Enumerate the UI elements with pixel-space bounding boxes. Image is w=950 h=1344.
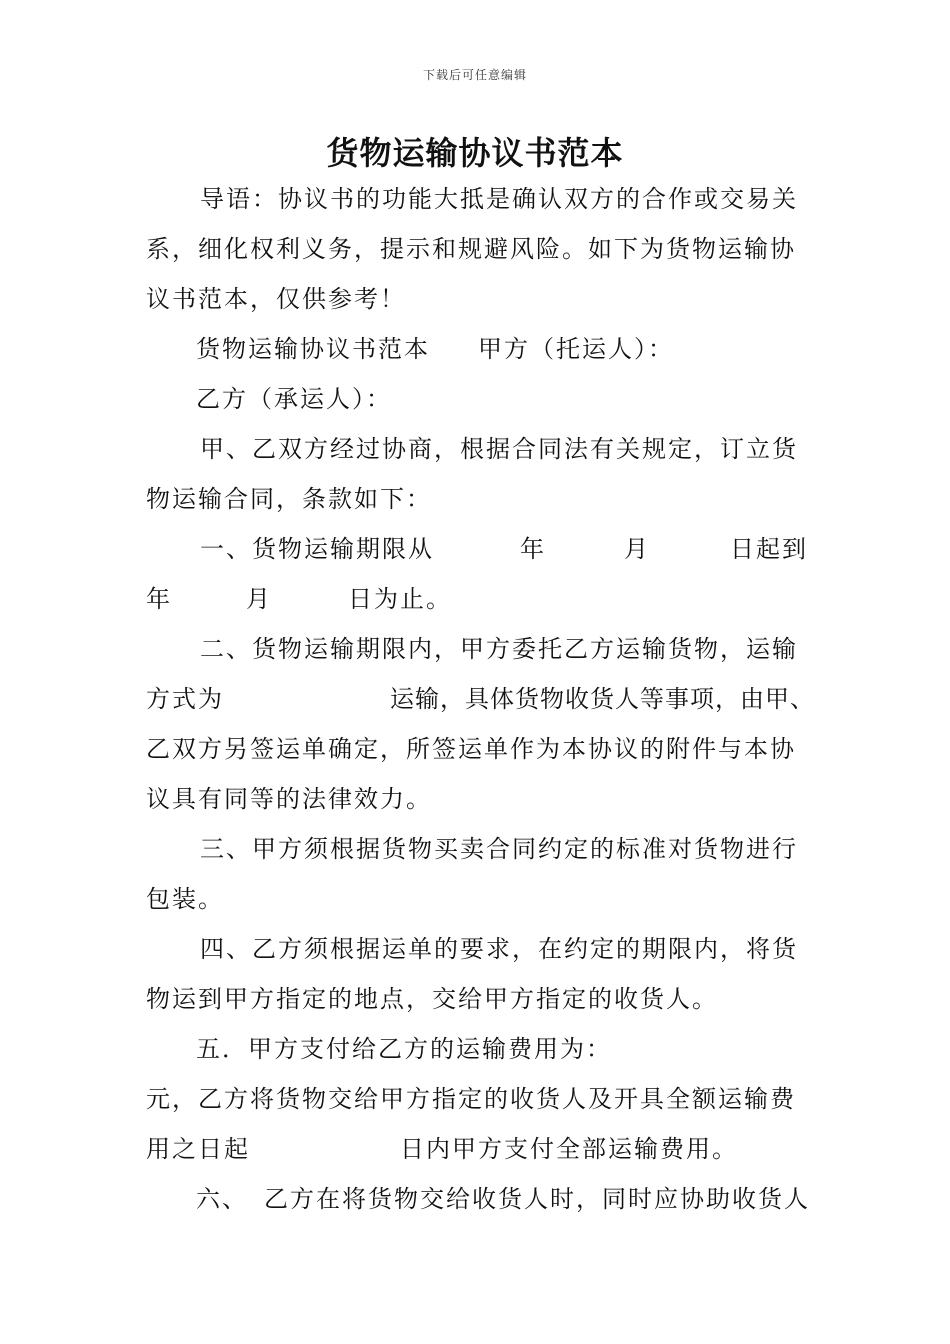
paragraph-line: 甲、乙双方经过协商，根据合同法有关规定，订立货 [200,435,798,463]
paragraph-line: 元，乙方将货物交给甲方指定的收货人及开具全额运输费 [146,1085,796,1113]
document-title: 货物运输协议书范本 [326,134,624,172]
clause-6-number: 六、 [196,1185,248,1213]
clause-2-method-label: 方式为 [146,685,224,713]
party-a-prefix: 货物运输协议书范本 [196,335,430,363]
clause-2-line [0,679,950,719]
clause-5-start: 用之日起 [146,1135,250,1163]
clause-1-month: 月 [624,535,650,563]
clause-1-end-line [0,579,950,619]
paragraph-line: 议具有同等的法律效力。 [146,785,432,813]
clause-6-line [0,1179,950,1219]
clause-1-end-month: 月 [246,585,272,613]
paragraph-line: 四、乙方须根据运单的要求，在约定的期限内，将货 [200,935,798,963]
clause-5-end: 日内甲方支付全部运输费用。 [400,1135,738,1163]
clause-1-text: 一、货物运输期限从 [200,535,434,563]
paragraph-line: 包装。 [146,885,224,913]
clause-1-day: 日起到 [730,535,808,563]
clause-5-line [0,1129,950,1169]
paragraph-line: 物运到甲方指定的地点，交给甲方指定的收货人。 [146,985,718,1013]
paragraph-line: 五．甲方支付给乙方的运输费用为： [196,1035,612,1063]
party-a-label: 甲方（托运人）： [478,335,674,363]
paragraph-line: 导语：协议书的功能大抵是确认双方的合作或交易关 [200,185,798,213]
clause-1-end-year: 年 [146,585,172,613]
page-header-note: 下载后可任意编辑 [422,68,527,82]
clause-1-end-day: 日为止。 [348,585,452,613]
paragraph-line: 乙双方另签运单确定，所签运单作为本协议的附件与本协 [146,735,796,763]
paragraph-line: 二、货物运输期限内，甲方委托乙方运输货物，运输 [200,635,798,663]
party-b-label: 乙方（承运人）： [196,385,392,413]
paragraph-line: 物运输合同，条款如下： [146,485,432,513]
clause-1-line [0,529,950,569]
party-a-line [0,329,950,369]
clause-6-text: 乙方在将货物交给收货人时，同时应协助收货人 [264,1185,810,1213]
clause-1-year: 年 [520,535,546,563]
paragraph-line: 议书范本，仅供参考！ [146,285,406,313]
clause-2-method-text: 运输，具体货物收货人等事项，由甲、 [390,685,815,713]
paragraph-line: 系，细化权利义务，提示和规避风险。如下为货物运输协 [146,235,796,263]
paragraph-line: 三、甲方须根据货物买卖合同约定的标准对货物进行 [200,835,798,863]
